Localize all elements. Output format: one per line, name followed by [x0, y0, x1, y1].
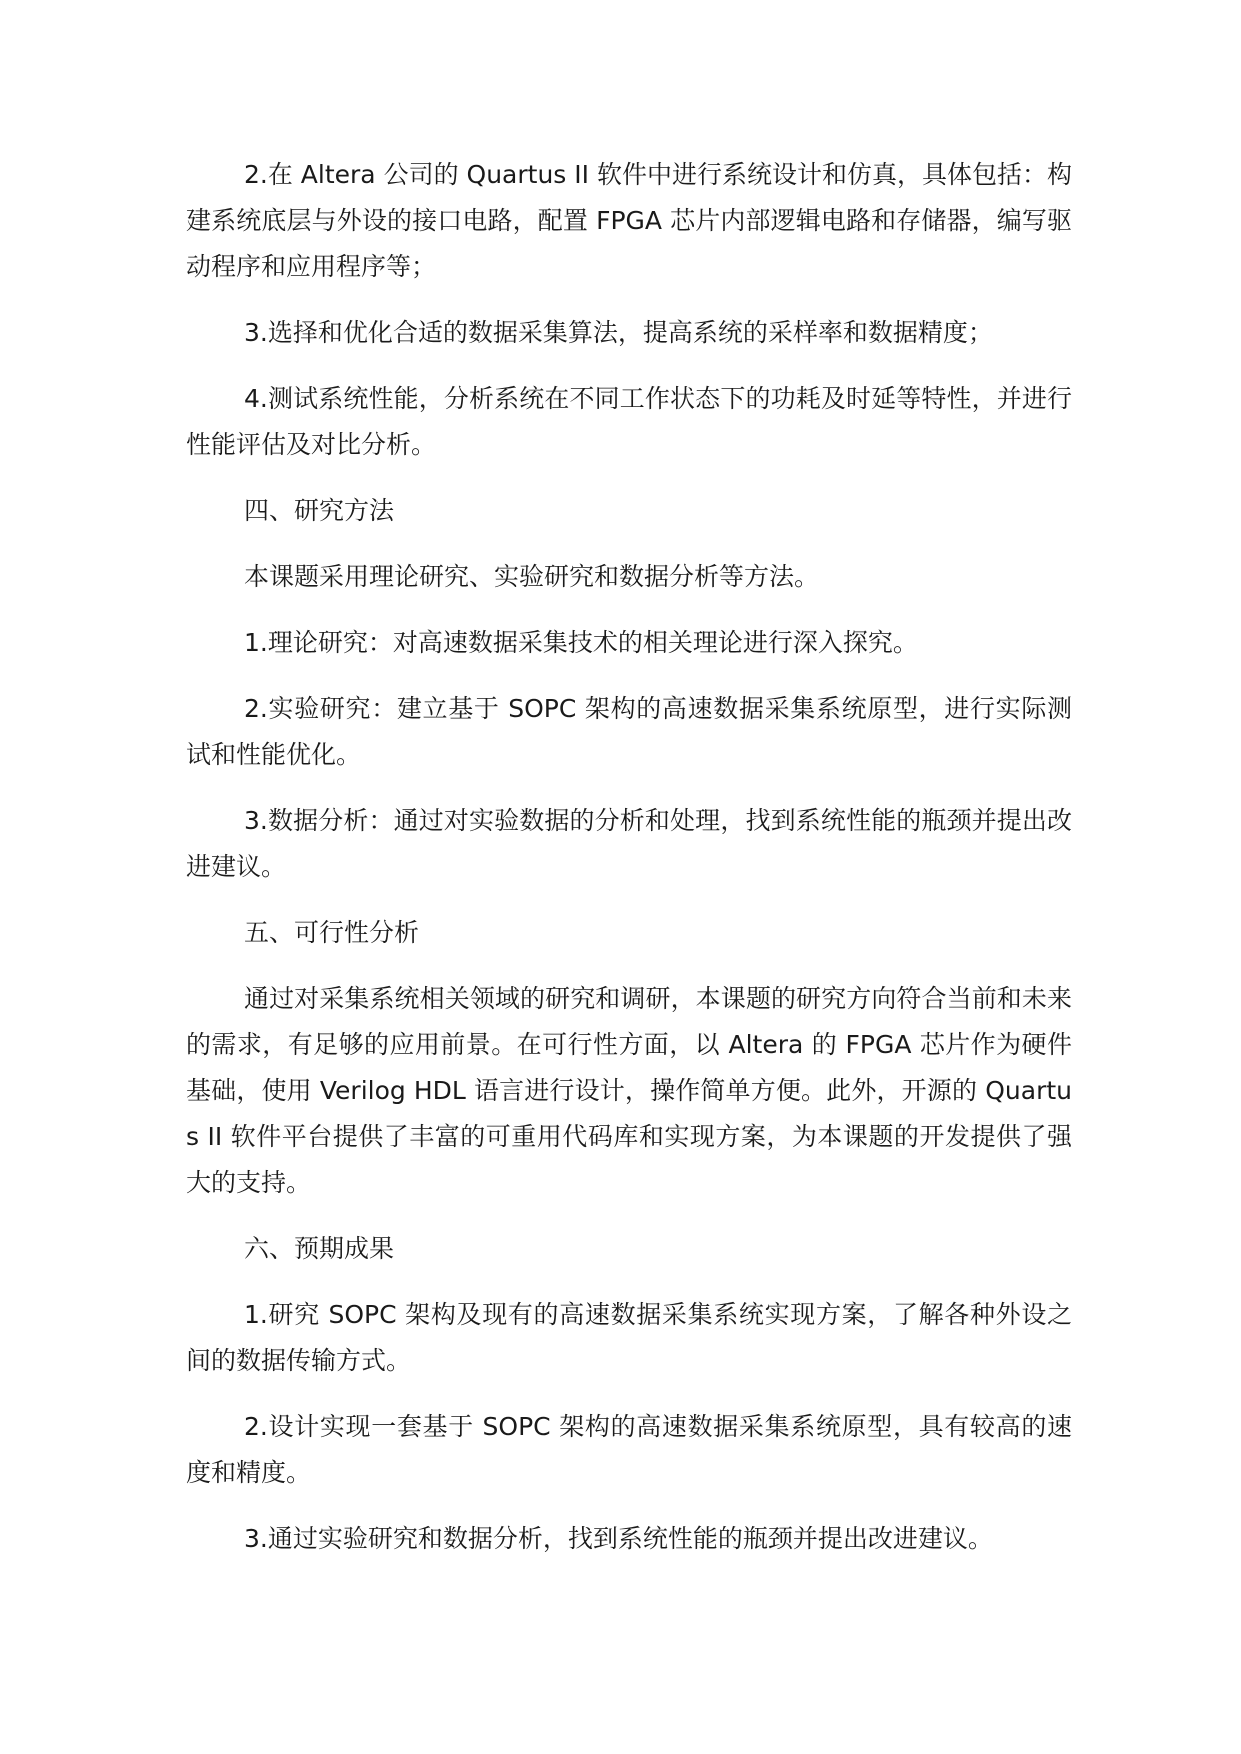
paragraph-task-3: 3.选择和优化合适的数据采集算法，提高系统的采样率和数据精度；	[244, 318, 993, 347]
paragraph-task-2: 2.在 Altera 公司的 Quartus II 软件中进行系统设计和仿真，具体包括：构建系统底层与外设的接口电路，配置 FPGA 芯片内部逻辑电路和存储器，编写驱动程序和应用程序等；	[186, 160, 1072, 281]
paragraph-feasibility: 通过对采集系统相关领域的研究和调研，本课题的研究方向符合当前和未来的需求，有足够的应用前景。在可行性方面，以 Altera 的 FPGA 芯片作为硬件基础，使用 Verilog HDL 语言进行设计，操作简单方便。此外，开源的 Quartus II 软件平台提供了丰富的可重用代码库和实现方案，为本课题的开发提供了强大的支持。	[186, 984, 1072, 1197]
paragraph-result-1: 1.研究 SOPC 架构及现有的高速数据采集系统实现方案，了解各种外设之间的数据传输方式。	[186, 1300, 1072, 1375]
paragraph-method-1: 1.理论研究：对高速数据采集技术的相关理论进行深入探究。	[244, 628, 918, 657]
paragraph-result-3: 3.通过实验研究和数据分析，找到系统性能的瓶颈并提出改进建议。	[244, 1524, 993, 1553]
section-heading-research-methods: 四、研究方法	[244, 496, 395, 525]
section-heading-feasibility: 五、可行性分析	[244, 918, 420, 947]
paragraph-methods-intro: 本课题采用理论研究、实验研究和数据分析等方法。	[244, 562, 820, 591]
paragraph-result-2: 2.设计实现一套基于 SOPC 架构的高速数据采集系统原型，具有较高的速度和精度。	[186, 1412, 1072, 1487]
paragraph-task-4: 4.测试系统性能，分析系统在不同工作状态下的功耗及时延等特性，并进行性能评估及对比分析。	[186, 384, 1072, 459]
paragraph-method-3: 3.数据分析：通过对实验数据的分析和处理，找到系统性能的瓶颈并提出改进建议。	[186, 806, 1072, 881]
document-body	[186, 152, 1072, 1582]
section-heading-expected-results: 六、预期成果	[244, 1234, 395, 1263]
paragraph-method-2: 2.实验研究：建立基于 SOPC 架构的高速数据采集系统原型，进行实际测试和性能优化。	[186, 694, 1072, 769]
